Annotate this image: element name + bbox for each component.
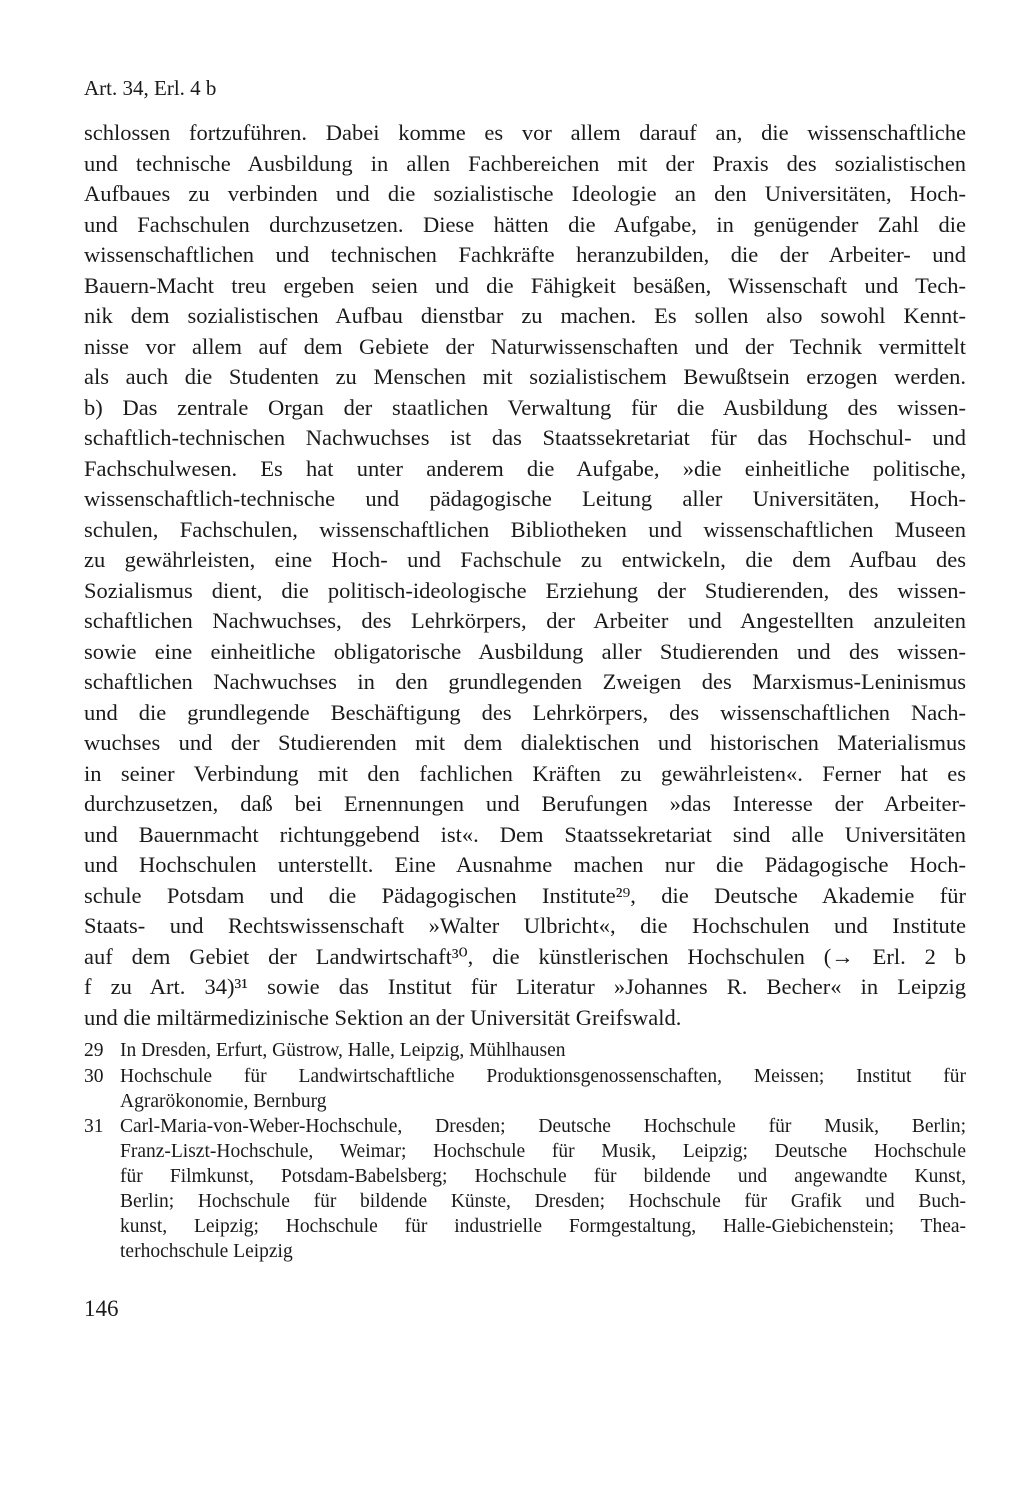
footnote-text — [120, 1114, 966, 1264]
footnote-text — [120, 1038, 966, 1063]
body-line: und technische Ausbildung in allen Fachbereichen mit der Praxis des sozialistischen — [84, 150, 966, 176]
body-line: Aufbaues zu verbinden und die sozialistische Ideologie an den Universitäten, Hoch- — [84, 181, 966, 206]
body-text — [84, 118, 966, 1033]
body-line: und Hochschulen unterstellt. Eine Ausnahme machen nur die Pädagogische Hoch- — [84, 852, 966, 877]
body-line: auf dem Gebiet der Landwirtschaft³⁰, die künstlerischen Hochschulen (→ Erl. 2 b — [84, 943, 966, 969]
footnote-number: 31 — [84, 1116, 104, 1137]
footnote-line: Franz-Liszt-Hochschule, Weimar; Hochschule für Musik, Leipzig; Deutsche Hochschule — [120, 1141, 966, 1162]
footnote-line: Berlin; Hochschule für bildende Künste, Dresden; Hochschule für Grafik und Buch- — [120, 1191, 966, 1212]
body-line: wuchses und der Studierenden mit dem dialektischen und historischen Materialismus — [84, 730, 966, 755]
body-line: f zu Art. 34)³¹ sowie das Institut für Literatur »Johannes R. Becher« in Leipzig — [84, 974, 966, 999]
footnote-number: 30 — [84, 1066, 104, 1087]
body-line: schlossen fortzuführen. Dabei komme es vor allem darauf an, die wissenschaftliche — [84, 120, 966, 145]
body-line: nisse vor allem auf dem Gebiete der Naturwissenschaften und der Technik vermittelt — [84, 333, 966, 359]
footnote-number: 29 — [84, 1040, 104, 1061]
body-line: Fachschulwesen. Es hat unter anderem die Aufgabe, »die einheitliche politische, — [84, 455, 966, 481]
body-line: sowie eine einheitliche obligatorische Ausbildung aller Studierenden und des wissen- — [84, 638, 966, 664]
body-line: in seiner Verbindung mit den fachlichen Kräften zu gewährleisten«. Ferner hat es — [84, 760, 966, 786]
body-line: und Fachschulen durchzusetzen. Diese hätten die Aufgabe, in genügender Zahl die — [84, 211, 966, 237]
footnote-line: für Filmkunst, Potsdam-Babelsberg; Hochschule für bildende und angewandte Kunst, — [120, 1166, 966, 1187]
body-line: und Bauernmacht richtunggebend ist«. Dem Staatssekretariat sind alle Universitäten — [84, 821, 966, 847]
body-line: zu gewährleisten, eine Hoch- und Fachschule zu entwickeln, die dem Aufbau des — [84, 547, 966, 572]
page-number: 146 — [84, 1296, 119, 1321]
body-line: wissenschaftlichen und technischen Fachkräfte heranzubilden, die der Arbeiter- und — [84, 242, 966, 267]
footnote-line: Carl-Maria-von-Weber-Hochschule, Dresden; Deutsche Hochschule für Musik, Berlin; — [120, 1116, 966, 1137]
body-line: als auch die Studenten zu Menschen mit sozialistischem Bewußtsein erzogen werden. — [84, 364, 966, 389]
footnote-line: terhochschule Leipzig — [120, 1241, 293, 1262]
body-line: schaftlich-technischen Nachwuchses ist das Staatssekretariat für das Hochschul- und — [84, 425, 966, 450]
footnote-text — [120, 1064, 966, 1114]
body-line: und die grundlegende Beschäftigung des Lehrkörpers, des wissenschaftlichen Nach- — [84, 699, 966, 725]
body-line: wissenschaftlich-technische und pädagogische Leitung aller Universitäten, Hoch- — [84, 486, 966, 511]
footnote-line: Agrarökonomie, Bernburg — [120, 1091, 327, 1112]
body-line: schule Potsdam und die Pädagogischen Institute²⁹, die Deutsche Akademie für — [84, 882, 966, 908]
body-line: schaftlichen Nachwuchses, des Lehrkörpers, der Arbeiter und Angestellten anzuleiten — [84, 608, 966, 633]
body-line: Staats- und Rechtswissenschaft »Walter Ulbricht«, die Hochschulen und Institute — [84, 913, 966, 938]
body-line: nik dem sozialistischen Aufbau dienstbar zu machen. Es sollen also sowohl Kennt- — [84, 303, 966, 328]
footnote-line: kunst, Leipzig; Hochschule für industrielle Formgestaltung, Halle-Giebichenstein; Thea- — [120, 1216, 966, 1237]
footnote-line: Hochschule für Landwirtschaftliche Produktionsgenossenschaften, Meissen; Institut für — [120, 1066, 966, 1087]
body-line: Bauern-Macht treu ergeben seien und die Fähigkeit besäßen, Wissenschaft und Tech- — [84, 272, 966, 298]
body-line: durchzusetzen, daß bei Ernennungen und Berufungen »das Interesse der Arbeiter- — [84, 791, 966, 816]
footnote-line: In Dresden, Erfurt, Güstrow, Halle, Leipzig, Mühlhausen — [120, 1040, 566, 1061]
body-line: b) Das zentrale Organ der staatlichen Verwaltung für die Ausbildung des wissen- — [84, 394, 966, 420]
body-line: und die miltärmedizinische Sektion an der Universität Greifswald. — [84, 1004, 682, 1030]
running-head: Art. 34, Erl. 4 b — [84, 76, 217, 100]
body-line: schaftlichen Nachwuchses in den grundlegenden Zweigen des Marxismus-Leninismus — [84, 669, 966, 694]
body-line: Sozialismus dient, die politisch-ideologische Erziehung der Studierenden, des wissen- — [84, 577, 966, 603]
body-line: schulen, Fachschulen, wissenschaftlichen Bibliotheken und wissenschaftlichen Museen — [84, 516, 966, 542]
